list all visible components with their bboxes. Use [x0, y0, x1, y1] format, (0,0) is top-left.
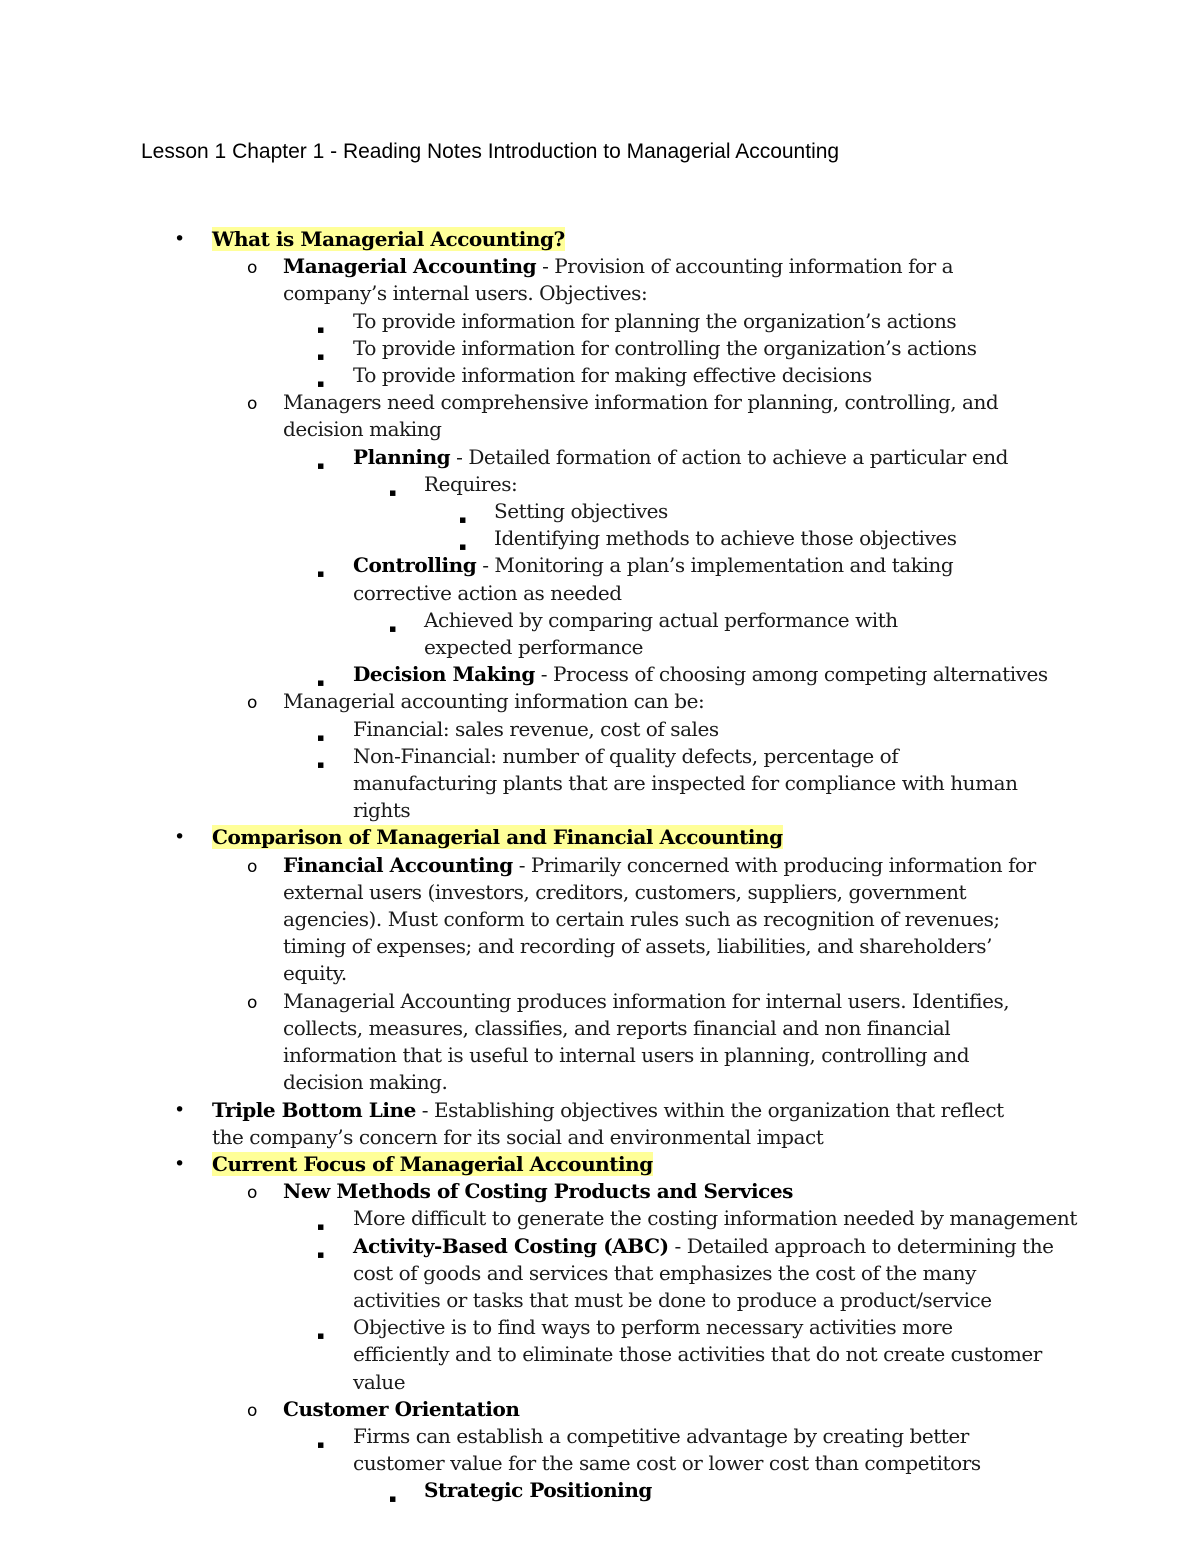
- section-heading: What is Managerial Accounting?: [212, 227, 565, 251]
- square-bullet-icon: ▪: [459, 513, 467, 527]
- square-bullet-icon: ▪: [317, 322, 325, 336]
- square-bullet-icon: ▪: [317, 1247, 325, 1261]
- square-bullet-icon: ▪: [459, 540, 467, 554]
- term: Controlling: [353, 553, 477, 578]
- term: Planning: [353, 444, 451, 469]
- square-bullet-icon: ▪: [389, 1492, 397, 1506]
- section-heading: Current Focus of Managerial Accounting: [212, 1151, 653, 1176]
- list-item: [0, 525, 1200, 552]
- circle-bullet-icon: o: [247, 1183, 257, 1204]
- square-bullet-icon: ▪: [317, 1437, 325, 1451]
- subheading: Customer Orientation: [283, 1396, 520, 1421]
- list-item: [0, 716, 1200, 743]
- page-title: Lesson 1 Chapter 1 - Reading Notes Introduction to Managerial Accounting: [141, 140, 840, 163]
- list-item: [0, 988, 1200, 1097]
- square-bullet-icon: ▪: [389, 485, 397, 499]
- square-bullet-icon: ▪: [317, 757, 325, 771]
- square-bullet-icon: ▪: [317, 1329, 325, 1343]
- list-item: [0, 308, 1200, 335]
- square-bullet-icon: ▪: [317, 567, 325, 581]
- disc-bullet-icon: •: [174, 826, 185, 849]
- list-item: [0, 852, 1200, 988]
- circle-bullet-icon: o: [247, 693, 257, 714]
- list-text: Firms can establish a competitive advantage by creating better customer value for the same cost or lower cost than competitors: [353, 1423, 981, 1476]
- list-item: [0, 471, 1200, 498]
- term: Triple Bottom Line: [212, 1097, 416, 1122]
- disc-bullet-icon: •: [174, 1152, 185, 1175]
- disc-bullet-icon: •: [174, 228, 185, 250]
- square-bullet-icon: ▪: [317, 676, 325, 690]
- list-item: [0, 1178, 1200, 1205]
- list-item: [0, 498, 1200, 525]
- list-text: Requires:: [424, 471, 518, 496]
- definition: - Monitoring a plan’s implementation and taking corrective action as needed: [353, 553, 954, 605]
- definition: - Process of choosing among competing alternatives: [534, 662, 1048, 687]
- section-heading: Comparison of Managerial and Financial Accounting: [212, 825, 783, 850]
- list-text: To provide information for making effective decisions: [353, 363, 872, 388]
- square-bullet-icon: ▪: [317, 1220, 325, 1234]
- list-item: [0, 1097, 1200, 1151]
- square-bullet-icon: ▪: [317, 730, 325, 744]
- notes-list: [0, 226, 1200, 1505]
- list-text: To provide information for planning the organization’s actions: [353, 308, 957, 333]
- circle-bullet-icon: o: [247, 1400, 257, 1421]
- list-item: [0, 1396, 1200, 1423]
- list-item: [0, 661, 1200, 688]
- list-item: [0, 1314, 1200, 1396]
- circle-bullet-icon: o: [247, 992, 257, 1013]
- term: Managerial Accounting: [283, 254, 537, 279]
- disc-bullet-icon: •: [174, 1098, 185, 1121]
- list-item: [0, 1477, 1200, 1504]
- term: Financial Accounting: [283, 852, 513, 877]
- definition: - Detailed formation of action to achieve a particular end: [450, 444, 1008, 469]
- list-text: Setting objectives: [494, 499, 668, 524]
- definition: - Provision of accounting information for a company’s internal users. Objectives:: [283, 254, 954, 306]
- list-item: [0, 1151, 1200, 1178]
- subheading: New Methods of Costing Products and Services: [283, 1179, 793, 1204]
- definition: - Detailed approach to determining the cost of goods and services that emphasizes the cost of the many activities or tasks that must be done to produce a product/service: [353, 1233, 1054, 1312]
- list-item: [0, 226, 1200, 253]
- circle-bullet-icon: o: [247, 258, 257, 279]
- list-item: [0, 552, 1200, 606]
- definition: - Establishing objectives within the organization that reflect the company’s concern for its social and environmental impact: [212, 1097, 1004, 1149]
- definition: - Primarily concerned with producing information for external users (investors, creditors, customers, suppliers, government agencies). Must conform to certain rules such as recognition of revenues; timing of expenses; and recording of assets, liabilities, and shareholders’ equity.: [283, 852, 1036, 986]
- list-text: Achieved by comparing actual performance with expected performance: [424, 607, 898, 660]
- list-item: [0, 444, 1200, 471]
- circle-bullet-icon: o: [247, 856, 257, 877]
- list-item: [0, 335, 1200, 362]
- list-item: [0, 824, 1200, 851]
- list-text: Managerial accounting information can be:: [283, 689, 705, 714]
- list-item: [0, 1205, 1200, 1232]
- list-text: Managerial Accounting produces information for internal users. Identifies, collects, measures, classifies, and reports financial and non financial information that is useful to internal users in planning, controlling and decision making.: [283, 988, 1010, 1095]
- list-item: [0, 743, 1200, 825]
- list-item: [0, 253, 1200, 307]
- list-item: [0, 688, 1200, 715]
- list-item: [0, 1423, 1200, 1477]
- term: Decision Making: [353, 662, 535, 687]
- list-text: Financial: sales revenue, cost of sales: [353, 716, 719, 741]
- subheading: Strategic Positioning: [424, 1478, 652, 1503]
- square-bullet-icon: ▪: [317, 458, 325, 472]
- square-bullet-icon: ▪: [317, 349, 325, 363]
- list-text: More difficult to generate the costing information needed by management: [353, 1206, 1077, 1231]
- list-text: Managers need comprehensive information for planning, controlling, and decision making: [283, 390, 999, 442]
- list-item: [0, 389, 1200, 443]
- list-item: [0, 1233, 1200, 1315]
- list-text: Identifying methods to achieve those objectives: [494, 526, 957, 551]
- list-item: [0, 607, 1200, 661]
- list-text: To provide information for controlling the organization’s actions: [353, 335, 977, 360]
- term: Activity-Based Costing (ABC): [353, 1233, 669, 1258]
- square-bullet-icon: ▪: [389, 621, 397, 635]
- square-bullet-icon: ▪: [317, 377, 325, 391]
- circle-bullet-icon: o: [247, 394, 257, 415]
- list-text: Objective is to find ways to perform necessary activities more efficiently and to eliminate those activities that do not create customer value: [353, 1315, 1042, 1394]
- list-text: Non-Financial: number of quality defects, percentage of manufacturing plants that are inspected for compliance with human rights: [353, 743, 1018, 823]
- list-item: [0, 362, 1200, 389]
